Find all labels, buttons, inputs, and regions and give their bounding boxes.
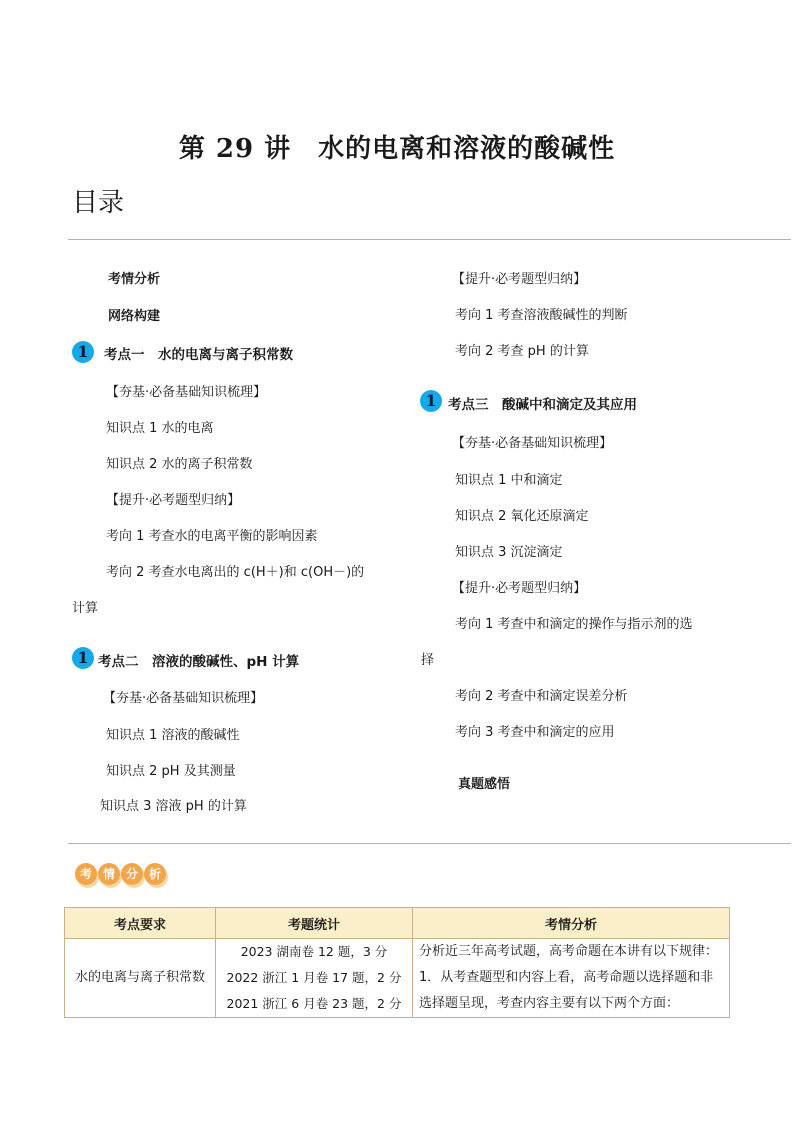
toc-real-exam-link[interactable]: 真题感悟 (458, 777, 511, 792)
stats-line: 2021 浙江 6 月卷 23 题，2 分 (226, 996, 402, 1011)
table-cell-stats (216, 939, 413, 1018)
toc-section-3-title[interactable]: 考点三 酸碱中和滴定及其应用 (448, 397, 637, 413)
toc-sec2-knowledge-2[interactable]: 知识点 2 pH 及其测量 (106, 764, 236, 779)
toc-sec3-knowledge-3[interactable]: 知识点 3 沉淀滴定 (455, 545, 563, 560)
toc-sec2-direction-2[interactable]: 考向 2 考查 pH 的计算 (455, 344, 589, 359)
table-row (65, 939, 730, 1018)
table-cell-topic: 水的电离与离子积常数 (65, 939, 216, 1018)
toc-sec3-knowledge-2[interactable]: 知识点 2 氧化还原滴定 (455, 509, 589, 524)
toc-sec2-direction-1[interactable]: 考向 1 考查溶液酸碱性的判断 (455, 308, 628, 323)
analysis-badge (75, 863, 167, 891)
table-header-cell: 考点要求 (65, 908, 216, 939)
toc-sec2-knowledge-3[interactable]: 知识点 3 溶液 pH 的计算 (100, 799, 247, 814)
toc-sec1-knowledge-1[interactable]: 知识点 1 水的电离 (106, 421, 214, 436)
toc-sec3-direction-2[interactable]: 考向 2 考查中和滴定误差分析 (455, 689, 628, 704)
toc-sec2-knowledge-1[interactable]: 知识点 1 溶液的酸碱性 (106, 728, 240, 743)
toc-top-rule (68, 239, 791, 240)
toc-sec1-knowledge-2[interactable]: 知识点 2 水的离子积常数 (106, 457, 253, 472)
toc-sec2-base-heading[interactable]: 【夯基·必备基础知识梳理】 (103, 691, 264, 706)
toc-sec3-knowledge-1[interactable]: 知识点 1 中和滴定 (455, 473, 563, 488)
badge-char: 情 (98, 863, 120, 885)
exam-analysis-table (64, 907, 730, 1018)
page-title: 第 29 讲 水的电离和溶液的酸碱性 (178, 134, 616, 164)
badge-char: 考 (75, 863, 97, 885)
analysis-line: 分析近三年高考试题，高考命题在本讲有以下规律： (419, 944, 719, 959)
badge-char: 分 (121, 863, 143, 885)
toc-sec3-upgrade-heading[interactable]: 【提升·必考题型归纳】 (452, 581, 587, 596)
toc-sec1-base-heading[interactable]: 【夯基·必备基础知识梳理】 (106, 385, 267, 400)
table-cell-analysis (413, 939, 730, 1018)
section-one-marker-icon: 1 (72, 341, 94, 363)
toc-sec3-direction-1-cont[interactable]: 择 (421, 653, 435, 668)
section-two-marker-icon: 1 (72, 647, 94, 669)
section-three-marker-icon: 1 (420, 390, 442, 412)
stats-line: 2023 湖南卷 12 题，3 分 (240, 944, 388, 959)
toc-network-link[interactable]: 网络构建 (108, 309, 161, 324)
toc-analysis-link[interactable]: 考情分析 (108, 272, 161, 287)
toc-section-1-title[interactable]: 考点一 水的电离与离子积常数 (104, 347, 293, 363)
toc-heading: 目录 (72, 188, 125, 218)
stats-line: 2022 浙江 1 月卷 17 题，2 分 (226, 970, 402, 985)
analysis-line: 选择题呈现，考查内容主要有以下两个方面： (419, 996, 680, 1011)
table-header-row (65, 908, 730, 939)
toc-sec3-base-heading[interactable]: 【夯基·必备基础知识梳理】 (452, 436, 613, 451)
toc-sec3-direction-3[interactable]: 考向 3 考查中和滴定的应用 (455, 725, 615, 740)
toc-sec1-direction-2-cont[interactable]: 计算 (72, 601, 99, 616)
table-header-cell: 考题统计 (216, 908, 413, 939)
table-header-cell: 考情分析 (413, 908, 730, 939)
toc-sec1-direction-1[interactable]: 考向 1 考查水的电离平衡的影响因素 (106, 529, 318, 544)
toc-sec1-direction-2[interactable]: 考向 2 考查水电离出的 c(H＋)和 c(OH－)的 (106, 565, 365, 580)
toc-bottom-rule (68, 843, 791, 844)
toc-sec3-direction-1[interactable]: 考向 1 考查中和滴定的操作与指示剂的选 (455, 617, 693, 632)
toc-section-2-title[interactable]: 考点二 溶液的酸碱性、pH 计算 (98, 654, 300, 670)
toc-sec1-upgrade-heading[interactable]: 【提升·必考题型归纳】 (106, 493, 241, 508)
toc-sec2-upgrade-heading[interactable]: 【提升·必考题型归纳】 (452, 272, 587, 287)
badge-char: 析 (144, 863, 166, 885)
analysis-line: 1．从考查题型和内容上看，高考命题以选择题和非 (419, 970, 714, 985)
